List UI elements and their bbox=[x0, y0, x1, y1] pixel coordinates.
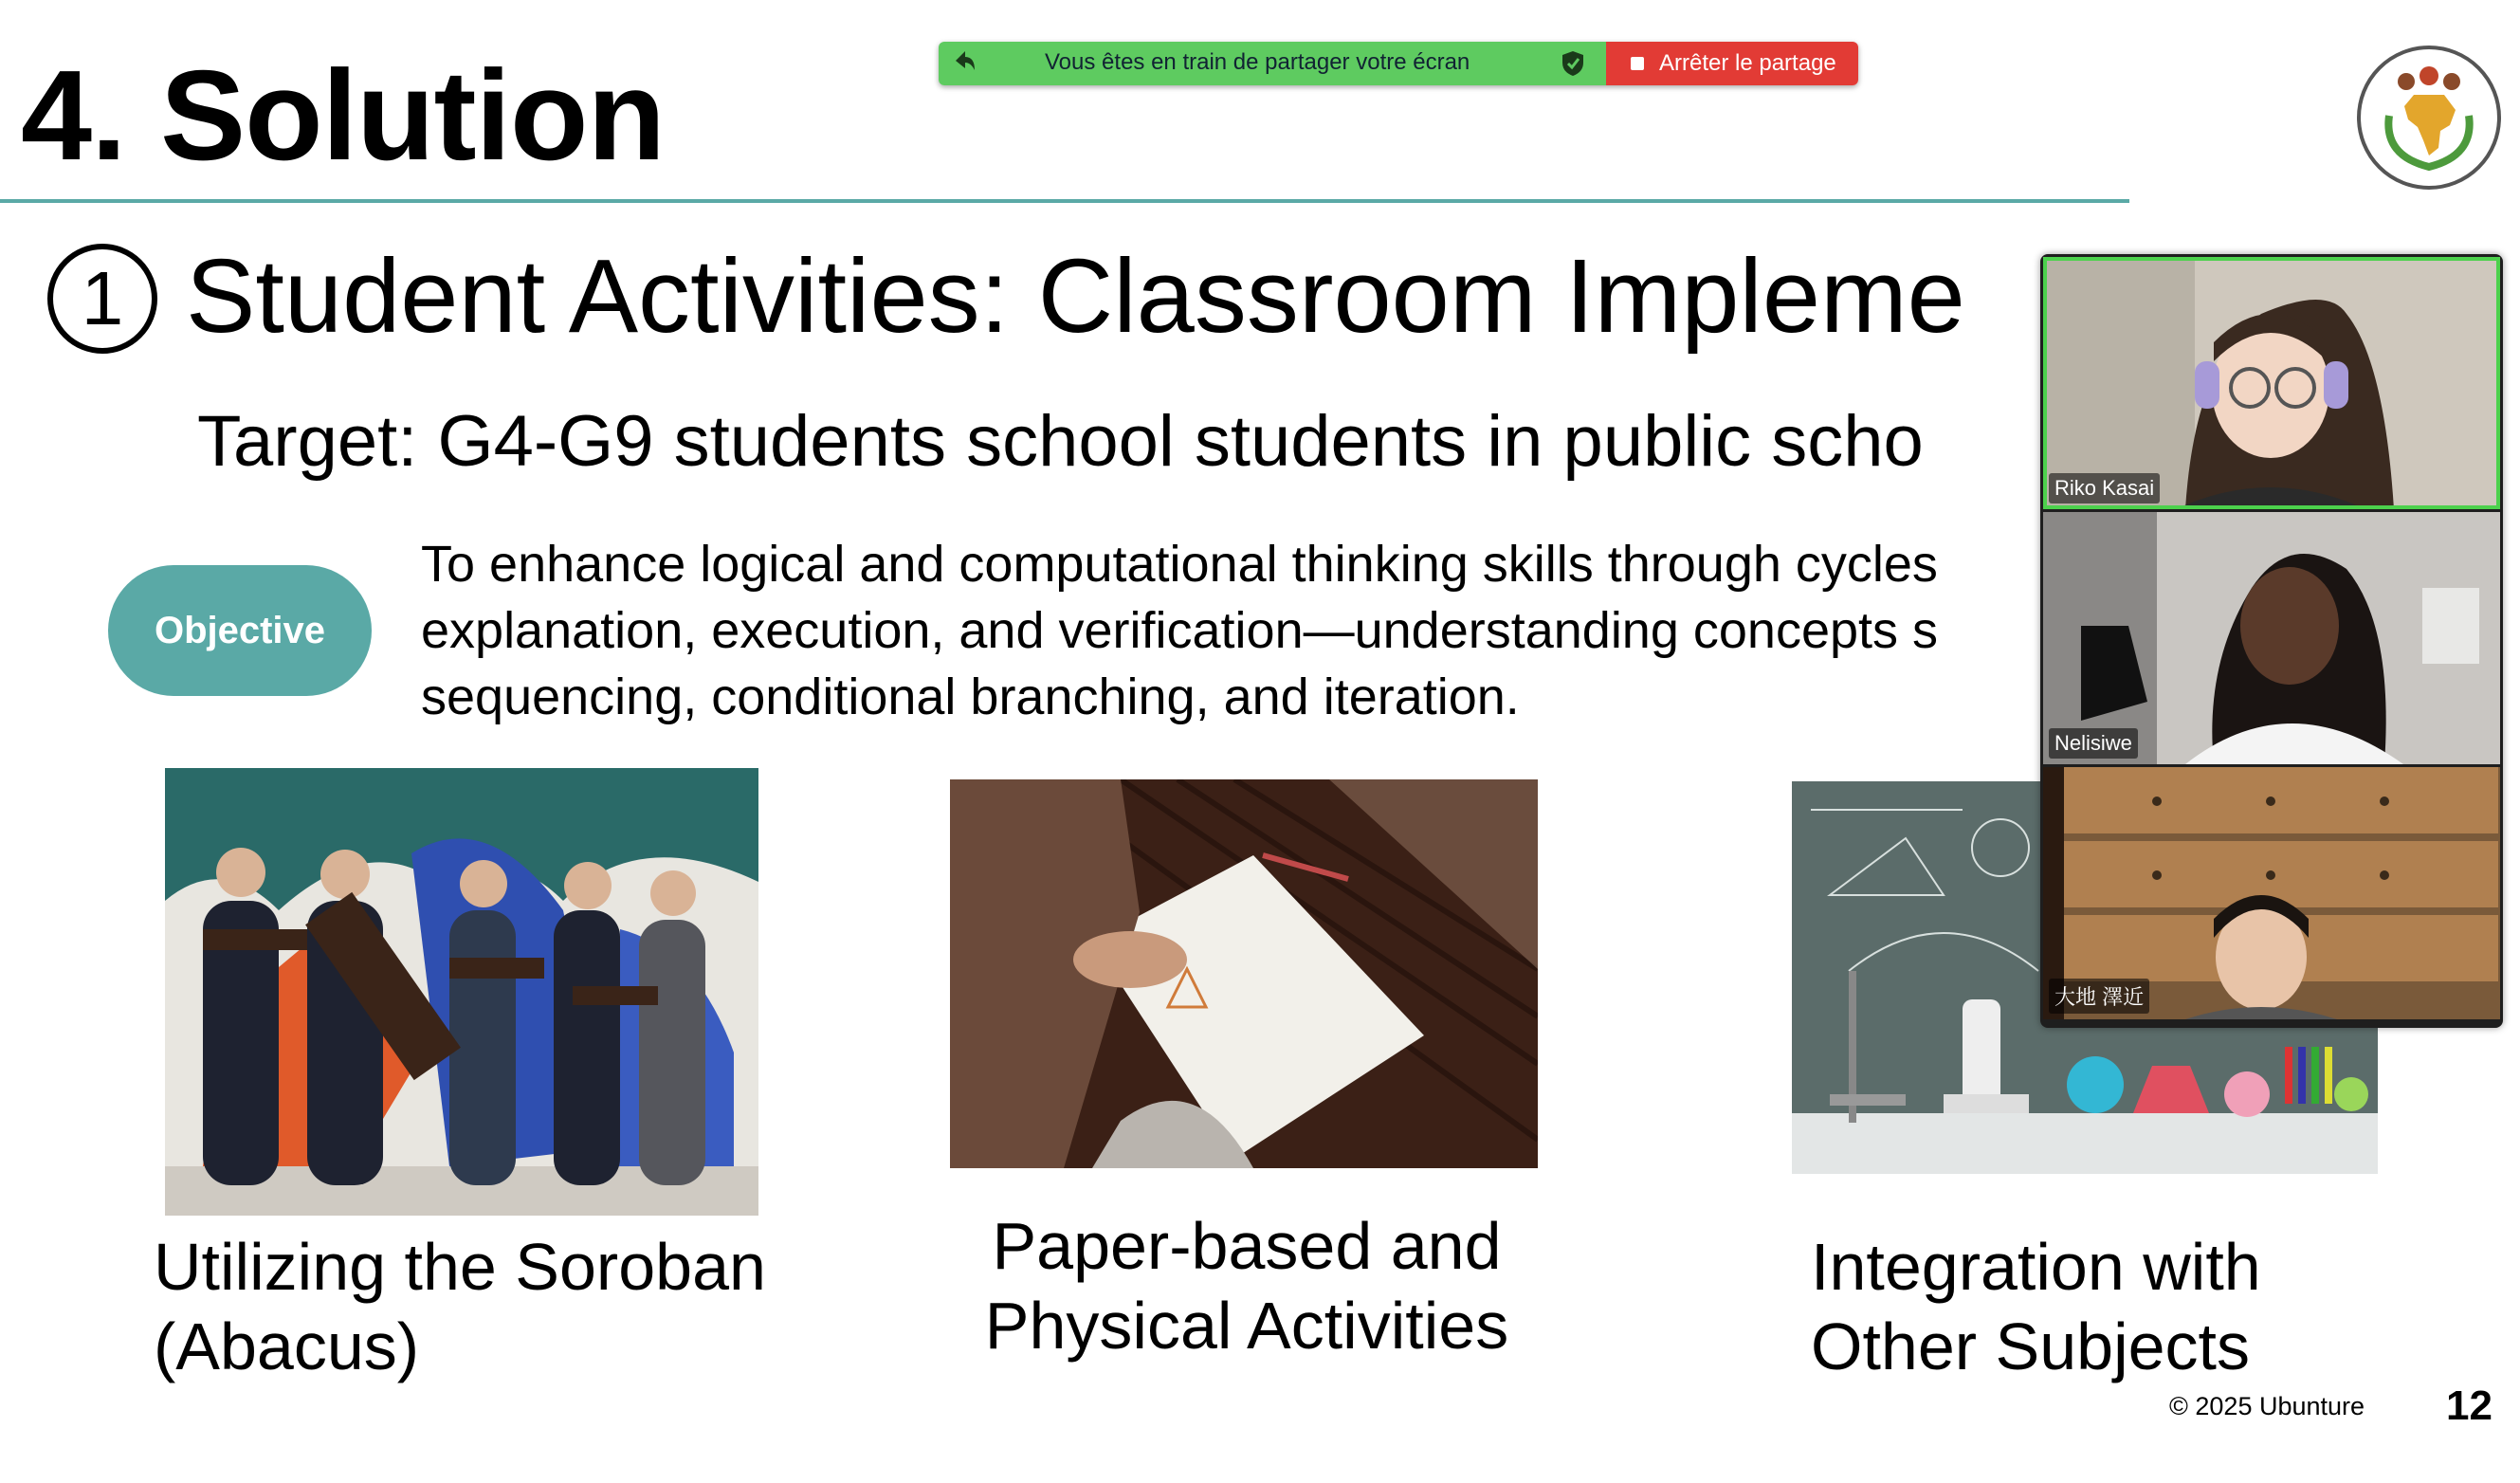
stop-icon bbox=[1631, 57, 1644, 70]
stop-sharing-label: Arrêter le partage bbox=[1659, 50, 1836, 76]
ubunture-logo bbox=[2357, 46, 2501, 190]
share-status-text: Vous êtes en train de partager votre écran bbox=[1045, 49, 1470, 75]
participant-name: Nelisiwe bbox=[2049, 728, 2138, 759]
participant-video-tile[interactable] bbox=[2043, 767, 2500, 1019]
subtitle-number-marker: 1 bbox=[47, 244, 157, 354]
caption-line: Utilizing the Soroban bbox=[154, 1230, 766, 1304]
title-divider bbox=[0, 199, 2129, 203]
caption-line: Other Subjects bbox=[1811, 1309, 2250, 1383]
caption-paper-activities bbox=[958, 1206, 1536, 1365]
objective-badge: Objective bbox=[108, 565, 372, 696]
subtitle-text: Student Activities: Classroom Impleme bbox=[186, 238, 1965, 355]
objective-line: explanation, execution, and verification—understanding concepts s bbox=[421, 602, 1939, 659]
page-number: 12 bbox=[2446, 1382, 2493, 1429]
share-status[interactable] bbox=[939, 42, 1606, 85]
participant-video-tile[interactable] bbox=[2043, 512, 2500, 764]
drag-arrow-icon[interactable] bbox=[950, 47, 978, 76]
subtitle bbox=[47, 235, 1965, 359]
target-line: Target: G4-G9 students school students in public scho bbox=[197, 401, 1924, 482]
objective-line: To enhance logical and computational thinking skills through cycles bbox=[421, 536, 1938, 593]
caption-soroban bbox=[154, 1227, 766, 1386]
caption-line: Physical Activities bbox=[984, 1289, 1509, 1363]
caption-line: (Abacus) bbox=[154, 1309, 420, 1383]
participant-name: Riko Kasai bbox=[2049, 473, 2160, 503]
caption-line: Integration with bbox=[1811, 1230, 2261, 1304]
objective-line: sequencing, conditional branching, and iteration. bbox=[421, 668, 1520, 725]
shield-icon bbox=[1561, 49, 1585, 78]
caption-integration bbox=[1811, 1227, 2261, 1386]
video-gallery-panel[interactable] bbox=[2040, 254, 2503, 1028]
soroban-photo bbox=[165, 768, 758, 1216]
objective-text bbox=[421, 531, 2052, 730]
caption-line: Paper-based and bbox=[992, 1209, 1502, 1283]
slide-title: 4. Solution bbox=[21, 44, 665, 187]
paper-activity-photo bbox=[950, 779, 1538, 1168]
participant-name: 大地 澤近 bbox=[2049, 979, 2149, 1014]
copyright: © 2025 Ubunture bbox=[2169, 1392, 2365, 1420]
participant-video-tile[interactable] bbox=[2043, 257, 2500, 509]
screen-share-bar bbox=[939, 42, 1858, 85]
stop-sharing-button[interactable] bbox=[1606, 42, 1858, 85]
